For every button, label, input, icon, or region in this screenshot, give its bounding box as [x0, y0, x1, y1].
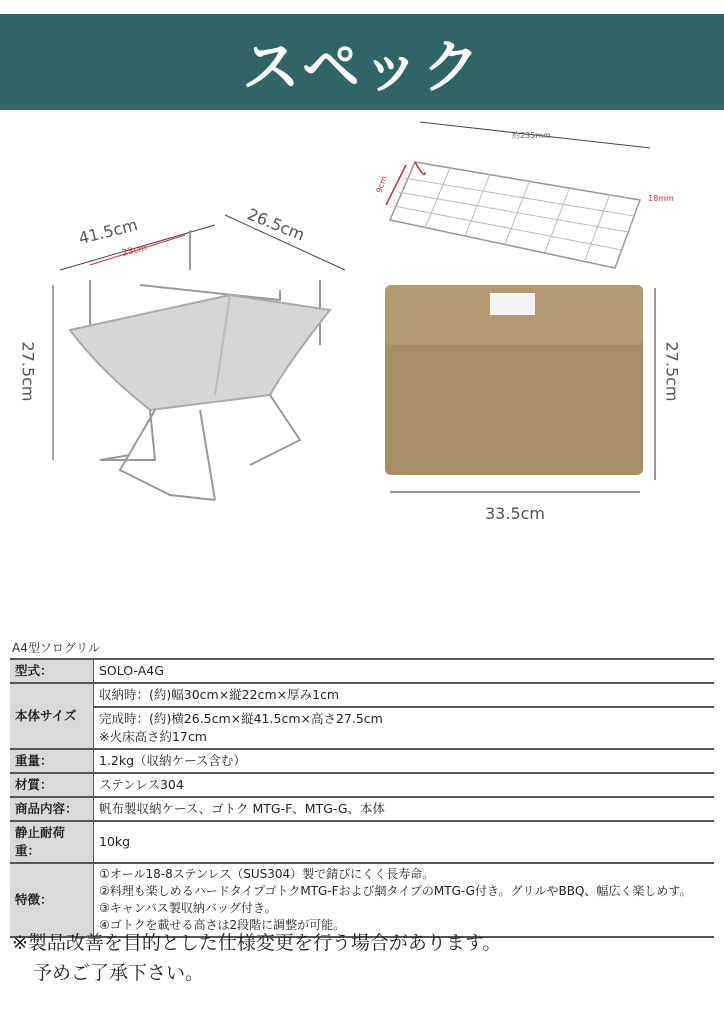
disclaimer-note — [12, 928, 501, 988]
row-value: 収納時：(約)幅30cm×縦22cm×厚み1cm — [94, 683, 715, 707]
page-title: スペック — [241, 33, 482, 101]
row-value: SOLO-A4G — [94, 659, 715, 683]
product-illustrations — [0, 110, 724, 630]
grill-width-label: 26.5cm — [244, 204, 308, 245]
note-line: 予めご了承下さい。 — [33, 962, 205, 984]
row-value: 帆布製収納ケース、ゴトク MTG-F、MTG-G、本体 — [94, 797, 715, 821]
table-row — [10, 659, 714, 683]
row-label: 重量： — [10, 749, 94, 773]
row-value: 10kg — [94, 821, 715, 863]
table-row — [10, 773, 714, 797]
bag-width-label: 33.5cm — [485, 504, 546, 523]
row-label: 静止耐荷重： — [10, 821, 94, 863]
row-value: ステンレス304 — [94, 773, 715, 797]
spec-table — [10, 658, 714, 938]
spec-caption: A4型ソログリル — [12, 641, 100, 655]
row-label: 特徴： — [10, 863, 94, 937]
grill-length-label: 41.5cm — [76, 215, 140, 248]
grate-height-label: 18mm — [648, 194, 674, 203]
row-value: 完成時：(約)横26.5cm×縦41.5cm×高さ27.5cm ※火床高さ約17cm — [94, 707, 715, 749]
grill-inner-label: 23cm — [121, 243, 149, 259]
row-label: 商品内容： — [10, 797, 94, 821]
row-label: 本体サイズ — [10, 683, 94, 749]
table-row — [10, 863, 714, 937]
row-label: 型式： — [10, 659, 94, 683]
table-row — [10, 749, 714, 773]
row-value: 1.2kg（収納ケース含む） — [94, 749, 715, 773]
table-row — [10, 683, 714, 707]
note-line: ※製品改善を目的とした仕様変更を行う場合があります。 — [12, 932, 502, 954]
table-row — [10, 707, 714, 749]
table-row — [10, 797, 714, 821]
grate-width-label: 9cm — [374, 174, 389, 195]
bag-height-label: 27.5cm — [662, 341, 682, 402]
storage-bag-drawing — [385, 285, 655, 492]
grate-length-label: 約235mm — [512, 131, 551, 140]
header-banner — [0, 14, 724, 110]
row-value: ①オール18-8ステンレス（SUS304）製で錆びにくく長寿命。 ②料理も楽しめるハードタイプゴトクMTG-Fおよび網タイプのMTG-G付き。グリルやBBQ、幅広く楽しめす。 ③キャンバス製収納バッグ付き。 ④ゴトクを載せる高さは2段階に調整が可能。 — [94, 863, 715, 937]
grill-height-label: 27.5cm — [18, 341, 38, 402]
grill-drawing — [53, 215, 345, 500]
product-drawings — [0, 110, 724, 630]
table-row — [10, 821, 714, 863]
row-label: 材質： — [10, 773, 94, 797]
grate-drawing — [386, 122, 650, 268]
